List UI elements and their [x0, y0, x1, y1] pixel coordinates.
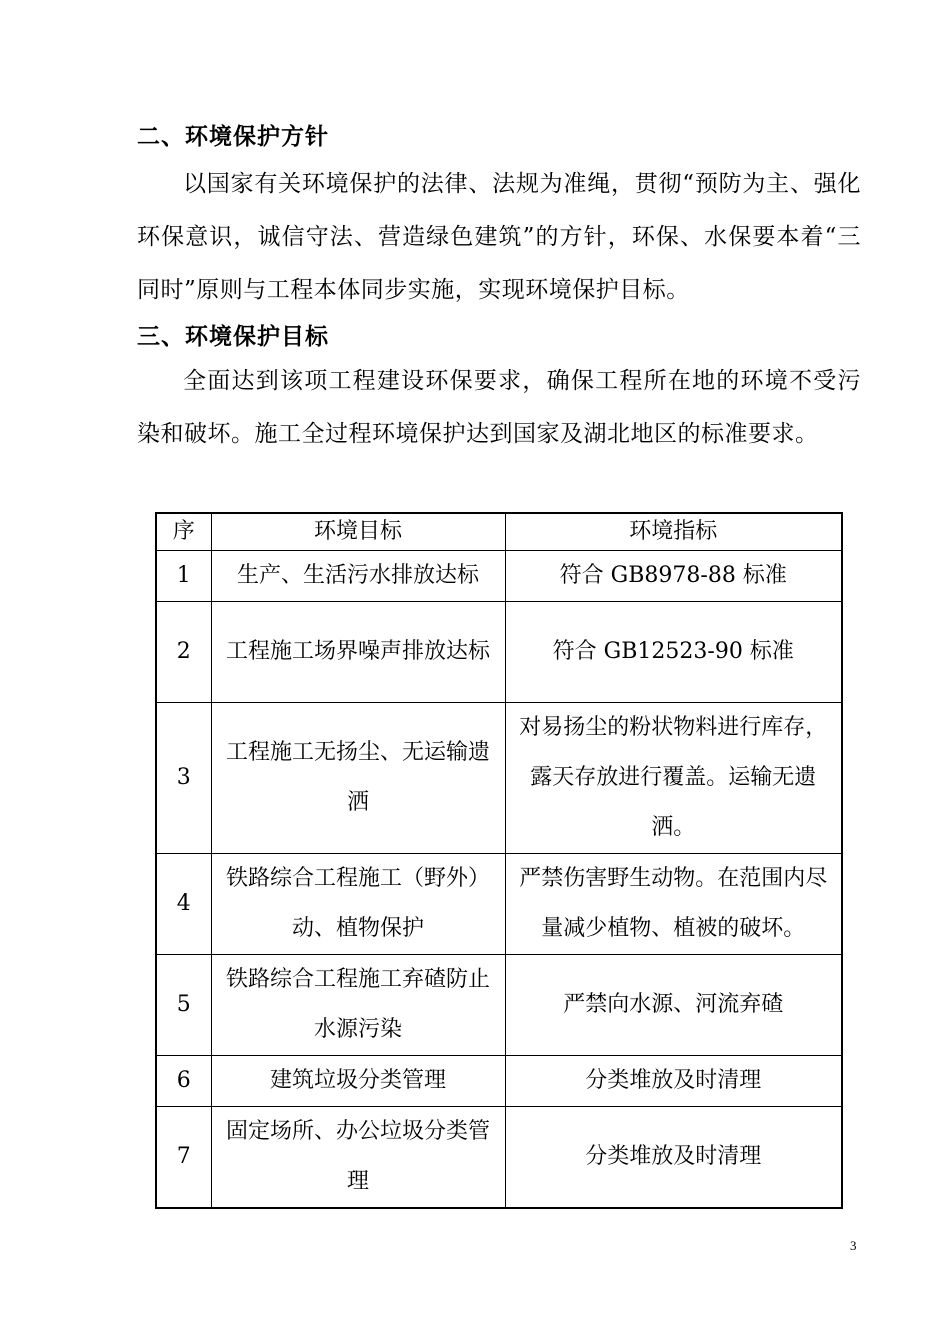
table-row [156, 955, 842, 1056]
row-no: 7 [156, 1107, 211, 1209]
row-indicator: 分类堆放及时清理 [505, 1056, 842, 1107]
table-header-row [156, 513, 842, 551]
table-row [156, 703, 842, 854]
page-number: 3 [850, 1238, 857, 1253]
row-target: 生产、生活污水排放达标 [211, 551, 505, 602]
row-no: 4 [156, 854, 211, 955]
table-row [156, 854, 842, 955]
table-row [156, 1056, 842, 1107]
header-target: 环境目标 [211, 513, 505, 551]
row-no: 3 [156, 703, 211, 854]
row-no: 2 [156, 602, 211, 703]
row-indicator: 对易扬尘的粉状物料进行库存，露天存放进行覆盖。运输无遗洒。 [505, 703, 842, 854]
row-target: 工程施工场界噪声排放达标 [211, 602, 505, 703]
table-row [156, 551, 842, 602]
row-target: 建筑垃圾分类管理 [211, 1056, 505, 1107]
row-no: 6 [156, 1056, 211, 1107]
policy-paragraph: 以国家有关环境保护的法律、法规为准绳，贯彻“预防为主、强化环保意识，诚信守法、营造绿色建筑”的方针，环保、水保要本着“三同时”原则与工程本体同步实施，实现环境保护目标。 [137, 171, 861, 303]
goals-paragraph: 全面达到该项工程建设环保要求，确保工程所在地的环境不受污染和破坏。施工全过程环境保护达到国家及湖北地区的标准要求。 [137, 368, 861, 447]
header-no: 序 [156, 513, 211, 551]
row-target: 工程施工无扬尘、无运输遗洒 [211, 703, 505, 854]
row-no: 1 [156, 551, 211, 602]
row-indicator: 分类堆放及时清理 [505, 1107, 842, 1209]
section-heading-goals: 三、环境保护目标 [137, 324, 329, 350]
row-target: 铁路综合工程施工（野外）动、植物保护 [211, 854, 505, 955]
row-indicator: 符合 GB12523-90 标准 [505, 602, 842, 703]
row-target: 固定场所、办公垃圾分类管理 [211, 1107, 505, 1209]
row-no: 5 [156, 955, 211, 1056]
table-row [156, 602, 842, 703]
row-target: 铁路综合工程施工弃碴防止水源污染 [211, 955, 505, 1056]
table-row [156, 1107, 842, 1209]
header-indicator: 环境指标 [505, 513, 842, 551]
row-indicator: 符合 GB8978-88 标准 [505, 551, 842, 602]
section-heading-policy: 二、环境保护方针 [137, 124, 329, 150]
row-indicator: 严禁伤害野生动物。在范围内尽量减少植物、植被的破坏。 [505, 854, 842, 955]
environment-goals-table [155, 512, 843, 1209]
row-indicator: 严禁向水源、河流弃碴 [505, 955, 842, 1056]
